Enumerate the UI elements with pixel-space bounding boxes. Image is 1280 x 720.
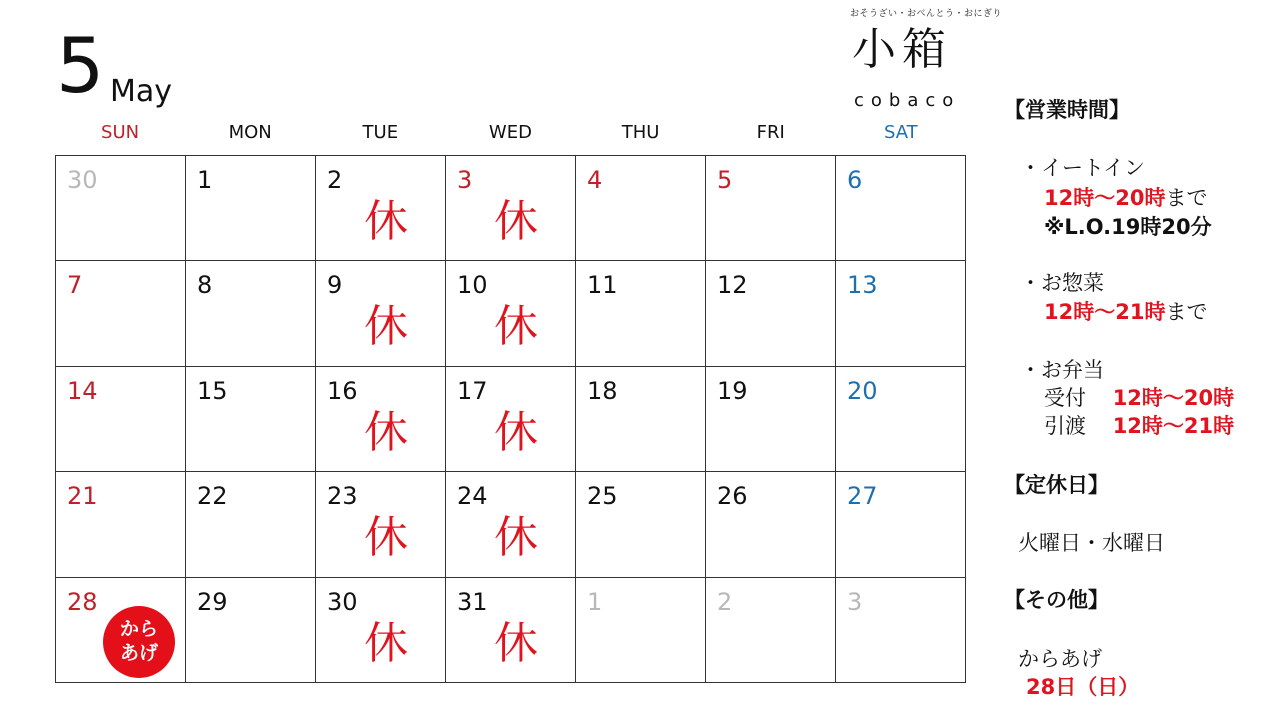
calendar-cell [706,578,836,683]
calendar-cell [316,261,446,366]
date-number: 19 [717,376,748,405]
date-number: 6 [847,166,863,194]
calendar-cell [706,156,836,261]
calendar-cell [446,261,576,366]
date-number: 5 [717,166,733,194]
karaage-badge [103,606,175,678]
other-date: 28日（日） [1026,675,1140,699]
calendar-cell [836,367,966,472]
hours-heading: 【営業時間】 [1004,98,1130,122]
closed-mark: 休 [494,301,538,353]
calendar-cell [316,156,446,261]
calendar-cell [446,367,576,472]
other-item: からあげ [1018,647,1102,671]
calendar-cell [186,367,316,472]
calendar-cell [446,578,576,683]
date-number: 8 [197,271,213,300]
other-heading: 【その他】 [1004,588,1109,612]
date-number: 7 [67,271,83,300]
pickup-label: 引渡 [1044,414,1086,438]
date-number: 21 [67,482,98,511]
date-number: 11 [587,271,618,300]
closed-mark: 休 [364,196,408,247]
calendar-cell [56,578,186,683]
weekday-mon: MON [228,122,272,143]
date-number: 1 [197,166,213,194]
date-number: 3 [457,166,473,194]
closed-days: 火曜日・水曜日 [1018,531,1165,555]
date-number: 15 [197,376,228,405]
date-number: 29 [197,587,228,616]
calendar-cell [316,367,446,472]
calendar-cell [56,261,186,366]
date-number: 14 [67,376,98,405]
calendar-cell [576,472,706,577]
weekday-fri: FRI [756,122,785,143]
weekday-thu: THU [621,122,660,143]
souzai-hours [1044,296,1207,326]
calendar-cell [186,472,316,577]
date-number: 30 [327,587,358,616]
closed-mark: 休 [494,196,538,247]
date-number: 10 [457,271,488,300]
calendar-cell [576,578,706,683]
bento-reception [1044,382,1234,412]
date-number: 12 [717,271,748,300]
calendar-cell [446,156,576,261]
weekday-header [55,122,966,143]
calendar-cell [186,261,316,366]
calendar-cell [186,578,316,683]
date-number: 27 [847,482,878,511]
month-name: May [110,74,173,109]
eatin-last-order: ※L.O.19時20分 [1044,215,1212,239]
eatin-time: 12時～20時 [1044,186,1166,210]
date-number: 31 [457,587,488,616]
date-number: 16 [327,376,358,405]
souzai-suffix: まで [1165,300,1208,324]
badge-line2: あげ [119,641,158,664]
calendar-cell [56,367,186,472]
calendar-cell [706,261,836,366]
logo-romaji: cobaco [854,90,961,111]
date-number: 17 [457,376,488,405]
closed-mark: 休 [364,301,408,353]
info-panel [1004,0,1280,720]
closed-mark: 休 [494,512,538,564]
logo-tagline: おそうざい・おべんとう・おにぎり [850,9,1003,19]
reception-time: 12時～20時 [1112,386,1235,410]
calendar-cell [836,472,966,577]
date-number: 13 [847,271,878,300]
date-number: 9 [327,271,343,300]
closed-mark: 休 [494,406,538,458]
date-number: 23 [327,482,358,511]
date-number: 25 [587,482,618,511]
closed-mark: 休 [364,617,408,669]
calendar-cell [836,578,966,683]
date-number: 2 [327,166,343,194]
badge-line1: から [119,617,158,640]
date-number: 24 [457,482,488,511]
closed-mark: 休 [494,617,538,669]
calendar-cell [576,367,706,472]
calendar-cell [836,261,966,366]
weekday-tue: TUE [362,122,399,143]
date-number: 30 [67,166,98,194]
eatin-label: ・イートイン [1020,156,1145,180]
calendar-cell [576,156,706,261]
closed-mark: 休 [364,406,408,458]
reception-label: 受付 [1044,386,1086,410]
month-number: 5 [56,21,105,110]
date-number: 2 [717,587,733,616]
pickup-time: 12時～21時 [1112,414,1235,438]
eatin-suffix: まで [1165,186,1208,210]
calendar-grid [55,155,966,683]
closed-mark: 休 [364,512,408,564]
bento-label: ・お弁当 [1020,358,1104,382]
date-number: 22 [197,482,228,511]
date-number: 1 [587,587,603,616]
calendar-cell [576,261,706,366]
souzai-time: 12時～21時 [1044,300,1166,324]
calendar-cell [836,156,966,261]
calendar-cell [706,367,836,472]
calendar-cell [316,472,446,577]
date-number: 26 [717,482,748,511]
logo-name: 小箱 [852,24,952,75]
date-number: 3 [847,587,863,616]
date-number: 20 [847,376,878,405]
calendar-cell [316,578,446,683]
souzai-label: ・お惣菜 [1020,271,1104,295]
date-number: 28 [67,587,98,616]
weekday-sun: SUN [101,122,140,143]
calendar-cell [56,472,186,577]
eatin-hours [1044,182,1207,212]
weekday-wed: WED [488,122,532,143]
closed-heading: 【定休日】 [1004,473,1109,497]
calendar-cell [706,472,836,577]
calendar-cell [56,156,186,261]
date-number: 4 [587,166,603,194]
date-number: 18 [587,376,618,405]
bento-pickup [1044,410,1234,440]
calendar-cell [446,472,576,577]
weekday-sat: SAT [883,122,918,143]
calendar-cell [186,156,316,261]
